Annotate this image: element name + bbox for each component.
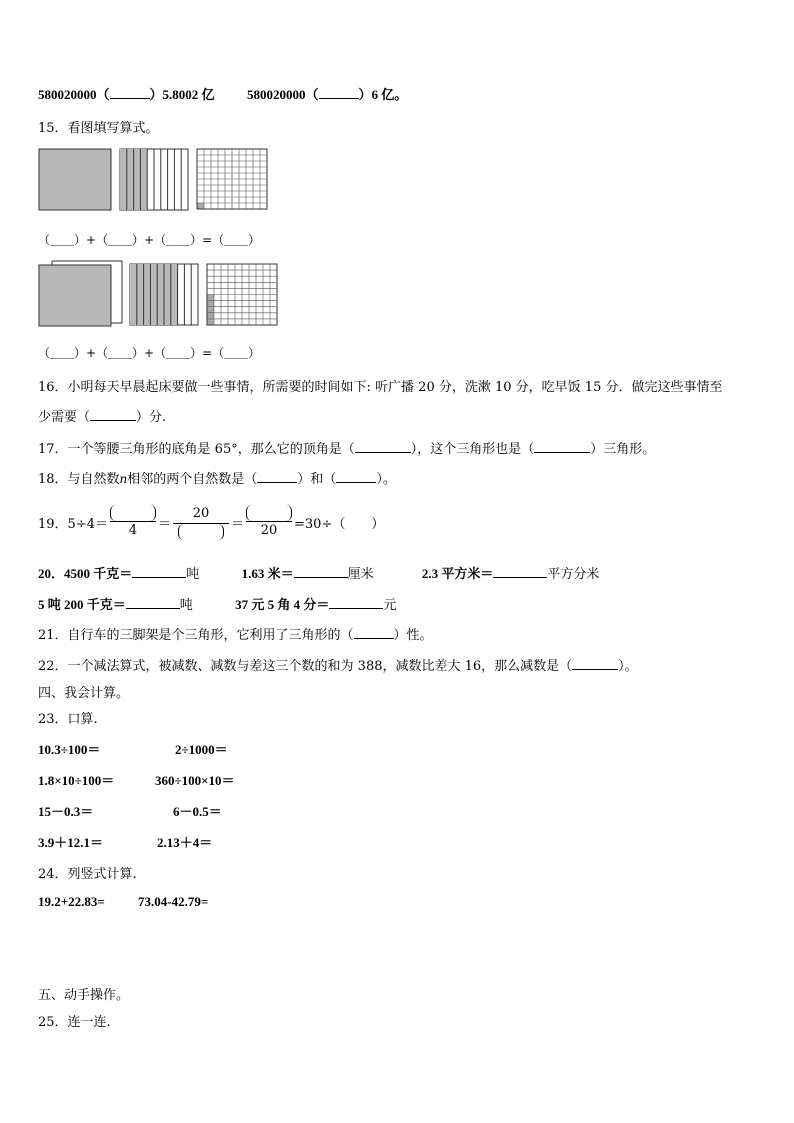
q20-line1: 20．4500 千克＝ 吨 1.63 米＝ 厘米 2.3 平方米＝ 平方分米 bbox=[38, 566, 600, 582]
q16-line1: 16．小明每天早晨起床要做一些事情，所需要的时间如下: 听广播 20 分，洗漱 10 分，吃早饭 15 分．做完这些事情至 bbox=[38, 380, 723, 395]
q20-blank-b[interactable] bbox=[294, 565, 348, 578]
q17-line: 17．一个等腰三角形的底角是 65°，那么它的顶角是（ ），这个三角形也是（ ）三角形。 bbox=[38, 442, 656, 457]
q14-line bbox=[38, 84, 407, 103]
q23-item-5: 15－0.3＝ bbox=[38, 804, 94, 819]
q24-item-b: 73.04-42.79= bbox=[138, 894, 209, 909]
q20-blank-d[interactable] bbox=[126, 596, 180, 609]
q15-r2-hundredths-grid bbox=[207, 264, 277, 325]
q15-row1-equation[interactable]: （＿＿）+（＿＿）+（＿＿）=（＿＿） bbox=[38, 233, 261, 247]
q23-item-6: 6－0.5＝ bbox=[173, 804, 222, 819]
q25-title: 25．连一连. bbox=[38, 1015, 111, 1030]
q18-variable-n: n bbox=[119, 472, 128, 486]
q17-blank-1[interactable] bbox=[355, 440, 411, 453]
q16-line2: 少需要（ ）分. bbox=[38, 410, 167, 425]
q21-line: 21．自行车的三脚架是个三角形，它利用了三角形的（ ）性。 bbox=[38, 628, 433, 643]
q23-item-4: 360÷100×10＝ bbox=[155, 773, 235, 788]
q23-item-3: 1.8×10÷100＝ bbox=[38, 773, 115, 788]
q21-blank[interactable] bbox=[354, 626, 394, 639]
q15-r1-tenths-strips bbox=[120, 149, 188, 210]
q20-line2: 5 吨 200 千克＝ 吨 37 元 5 角 4 分＝ 元 bbox=[38, 597, 397, 613]
q19-fraction-2: 20 bbox=[173, 505, 229, 540]
q14-left-rhs: ）5.8002 亿 bbox=[149, 87, 215, 102]
q18-line: 18．与自然数n相邻的两个自然数是（ ）和（ ）。 bbox=[38, 472, 396, 487]
section4-heading: 四、我会计算。 bbox=[38, 686, 130, 701]
q22-line: 22．一个减法算式，被减数、减数与差这三个数的和为 388，减数比差大 16，那么减数是（ ）。 bbox=[38, 659, 638, 674]
q19-tail: =30÷（ ） bbox=[294, 516, 385, 532]
q17-blank-2[interactable] bbox=[534, 440, 590, 453]
q15-row2-equation[interactable]: （＿＿）+（＿＿）+（＿＿）=（＿＿） bbox=[38, 346, 261, 360]
q23-item-7: 3.9＋12.1＝ bbox=[38, 835, 104, 850]
q14-right-number: 580020000（ bbox=[247, 87, 319, 102]
q20-blank-e[interactable] bbox=[329, 596, 383, 609]
q23-item-1: 10.3÷100＝ bbox=[38, 742, 101, 757]
q19-fraction-1: 4 bbox=[110, 505, 156, 540]
q14-left-number: 580020000（ bbox=[38, 87, 110, 102]
q24-title: 24．列竖式计算. bbox=[38, 867, 137, 882]
q16-blank[interactable] bbox=[90, 408, 136, 421]
q23-title: 23．口算. bbox=[38, 712, 98, 727]
q20-blank-c[interactable] bbox=[493, 565, 547, 578]
q19-frac3-blank[interactable] bbox=[246, 505, 292, 521]
q15-r1-whole-square bbox=[39, 149, 111, 210]
q22-blank[interactable] bbox=[572, 657, 618, 670]
q14-blank-1[interactable] bbox=[110, 86, 150, 99]
q23-item-8: 2.13＋4＝ bbox=[157, 835, 213, 850]
q23-item-2: 2÷1000＝ bbox=[175, 742, 228, 757]
q20-blank-a[interactable] bbox=[132, 565, 186, 578]
q15-r2-tenths-strips bbox=[130, 264, 198, 325]
q19-line: 19．5÷4＝ 4 ＝ 20 ＝ 20 =30÷（ ） bbox=[38, 505, 385, 538]
q19-fraction-3: 20 bbox=[246, 505, 292, 540]
q24-item-a: 19.2+22.83= bbox=[38, 894, 105, 909]
q14-blank-2[interactable] bbox=[319, 86, 359, 99]
q15-r2-front-square bbox=[39, 265, 111, 326]
q18-blank-1[interactable] bbox=[257, 470, 297, 483]
q15-title: 15．看图填写算式。 bbox=[38, 121, 159, 136]
q18-blank-2[interactable] bbox=[336, 470, 376, 483]
q15-r1-hundredths-grid bbox=[197, 149, 267, 209]
q15-figure-row1 bbox=[38, 148, 270, 212]
q19-label: 19．5÷4＝ bbox=[38, 516, 108, 532]
q14-right-rhs: ）6 亿。 bbox=[358, 87, 408, 102]
section5-heading: 五、动手操作。 bbox=[38, 988, 130, 1003]
q19-frac2-blank[interactable] bbox=[178, 524, 224, 540]
q15-figure-row2 bbox=[38, 260, 280, 328]
q19-frac1-blank[interactable] bbox=[110, 505, 156, 521]
